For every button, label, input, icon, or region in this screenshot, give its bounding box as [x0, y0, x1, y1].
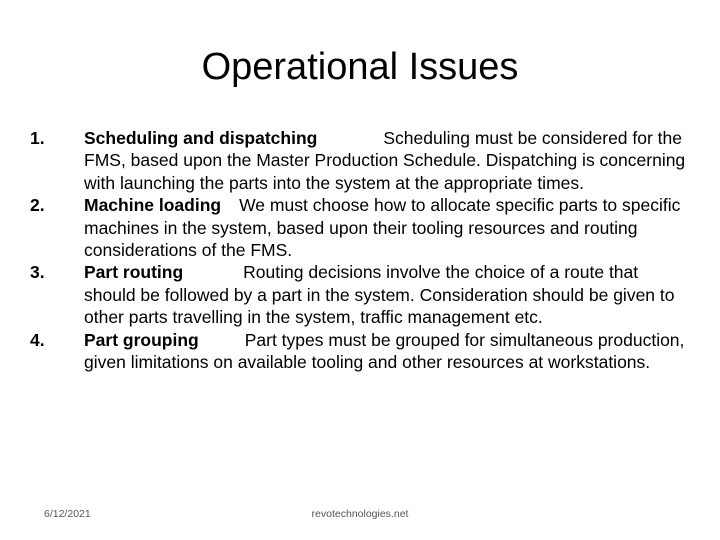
item-text: Scheduling must be considered for the FMS, based upon the Master Production Schedule. Dispatching is concerning with launching the parts into the system at the appropriate times. [84, 128, 686, 193]
item-heading: Part grouping [84, 329, 199, 350]
item-number: 1. [30, 128, 45, 148]
list-item [30, 127, 690, 194]
list-item [30, 194, 690, 261]
issues-list [30, 127, 690, 373]
item-heading: Scheduling and dispatching [84, 128, 318, 148]
item-text: Part types must be grouped for simultaneous production, given limitations on available tooling and other resources at workstations. [84, 329, 685, 373]
item-text: We must choose how to allocate specific parts to specific machines in the system, based upon their tooling resources and routing considerations of the FMS. [84, 195, 681, 261]
item-text: Routing decisions involve the choice of a route that should be followed by a part in the system. Consideration should be given to other parts travelling in the system, traffic management etc. [84, 262, 675, 328]
item-number: 3. [30, 262, 45, 283]
item-heading: Part routing [84, 262, 184, 283]
footer-date: 6/12/2021 [44, 508, 91, 520]
list-item [30, 329, 690, 374]
footer-site: revotechnologies.net [311, 508, 409, 520]
item-number: 2. [30, 195, 45, 216]
item-heading: Machine loading [84, 195, 222, 216]
slide-title: Operational Issues [201, 46, 519, 88]
item-number: 4. [30, 329, 45, 350]
list-item [30, 261, 690, 328]
